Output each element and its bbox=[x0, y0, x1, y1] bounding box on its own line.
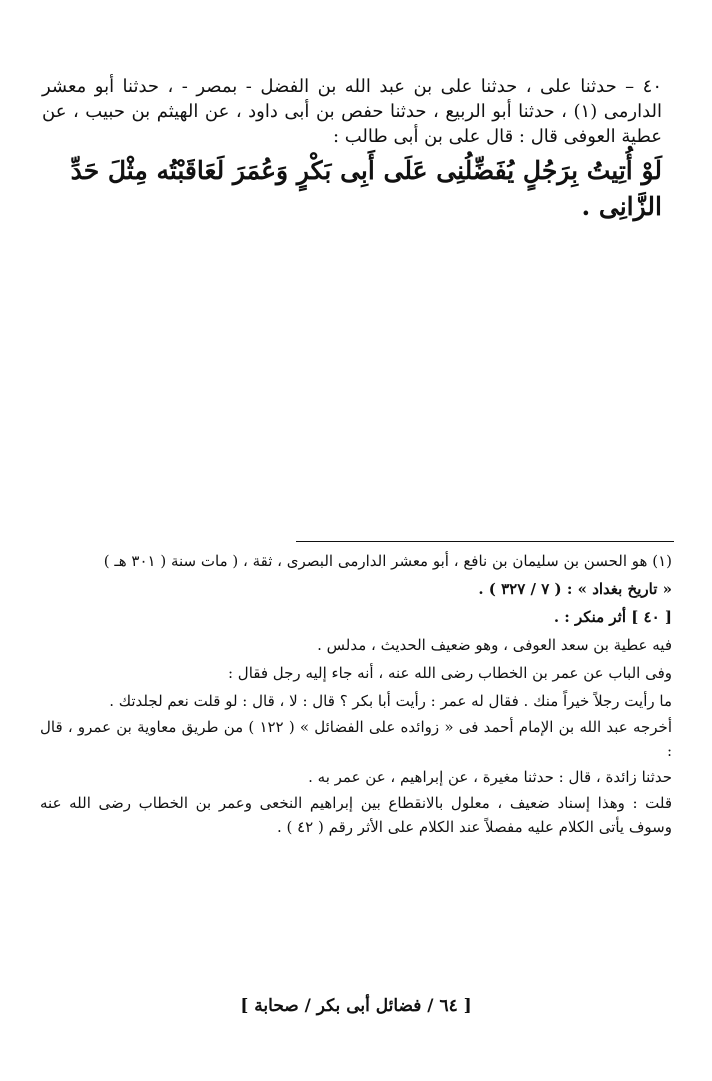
hadith-matn: لَوْ أُتِيتُ بِرَجُلٍ يُفَضِّلُنِى عَلَى أَبِى بَكْرٍ وَعُمَرَ لَعَاقَبْتُه مِثْلَ حَدِّ الزَّانِى . bbox=[70, 156, 662, 221]
takhrij-line-5: حدثنا زائدة ، قال : حدثنا مغيرة ، عن إبراهيم ، عن عمر به . bbox=[308, 768, 672, 786]
hadith-isnad: ٤٠ – حدثنا على ، حدثنا على بن عبد الله بن الفضل - بمصر - ، حدثنا أبو معشر الدارمى (١) ، حدثنا أبو الربيع ، حدثنا حفص بن أبى داود ، عن الهيثم بن حبيب ، عن عطية العوفى قال : قال على بن أبى طالب : bbox=[42, 76, 663, 147]
takhrij-line-6: قلت : وهذا إسناد ضعيف ، معلول بالانقطاع بين إبراهيم النخعى وعمر بن الخطاب رضى الله عنه وسوف يأتى الكلام عليه مفصلاً عند الكلام على الأثر رقم ( ٤٢ ) . bbox=[40, 794, 672, 836]
takhrij-line-3: ما رأيت رجلاً خيراً منك . فقال له عمر : رأيت أبا بكر ؟ قال : لا ، قال : لو قلت نعم لجلدتك . bbox=[109, 692, 672, 710]
takhrij-heading: [ ٤٠ ] أثر منكر : . bbox=[553, 608, 672, 626]
footnote-1: (١) هو الحسن بن سليمان بن نافع ، أبو معشر الدارمى البصرى ، ثقة ، ( مات سنة ( ٣٠١ هـ ) bbox=[103, 552, 672, 570]
footnote-source: « تاريخ بغداد » : ( ٧ / ٣٢٧ ) . bbox=[478, 580, 672, 598]
page-footer: [ ٦٤ / فضائل أبى بكر / صحابة ] bbox=[240, 996, 472, 1016]
takhrij-line-1: فيه عطية بن سعد العوفى ، وهو ضعيف الحديث ، مدلس . bbox=[317, 636, 672, 654]
takhrij-line-4: أخرجه عبد الله بن الإمام أحمد فى « زوائده على الفضائل » ( ١٢٢ ) من طريق معاوية بن عمرو ، قال : bbox=[40, 718, 672, 760]
footnote-separator bbox=[296, 541, 674, 542]
footnotes bbox=[40, 547, 672, 839]
main-text bbox=[42, 74, 662, 225]
takhrij-line-2: وفى الباب عن عمر بن الخطاب رضى الله عنه ، أنه جاء إليه رجل فقال : bbox=[227, 664, 672, 682]
